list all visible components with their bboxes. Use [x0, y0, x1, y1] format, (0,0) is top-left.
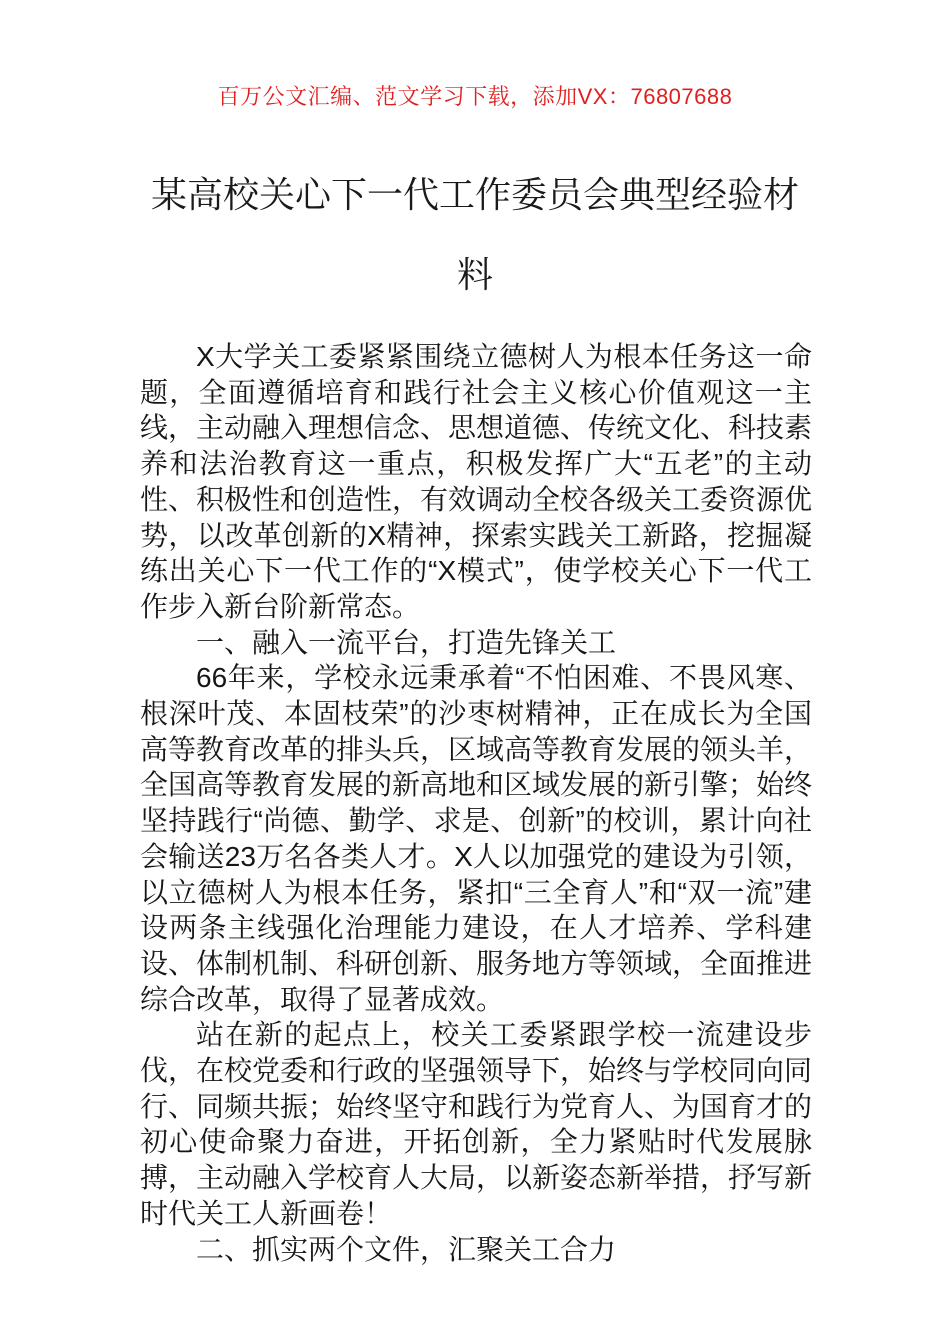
paragraph-new-starting-point: 站在新的起点上，校关工委紧跟学校一流建设步伐，在校党委和行政的坚强领导下，始终与学校同向同行、同频共振；始终坚守和践行为党育人、为国育才的初心使命聚力奋进，开拓创新，全力紧贴时代发展脉搏，主动融入学校育人大局，以新姿态新举措，抒写新时代关工人新画卷！ [140, 1019, 813, 1229]
paragraph-school-history: 66年来，学校永远秉承着“不怕困难、不畏风寒、根深叶茂、本固枝荣”的沙枣树精神，正在成长为全国高等教育改革的排头兵，区域高等教育发展的领头羊，全国高等教育发展的新高地和区域发展的新引擎；始终坚持践行“尚德、勤学、求是、创新”的校训，累计向社会输送23万名各类人才。X人以加强党的建设为引领，以立德树人为根本任务，紧扣“三全育人”和“双一流”建设两条主线强化治理能力建设，在人才培养、学科建设、体制机制、科研创新、服务地方等领域，全面推进综合改革，取得了显著成效。 [140, 662, 813, 1015]
paragraph-intro: X大学关工委紧紧围绕立德树人为根本任务这一命题，全面遵循培育和践行社会主义核心价值观这一主线，主动融入理想信念、思想道德、传统文化、科技素养和法治教育这一重点，积极发挥广大“五老”的主动性、积极性和创造性，有效调动全校各级关工委资源优势，以改革创新的X精神，探索实践关工新路，挖掘凝练出关心下一代工作的“X模式”，使学校关心下一代工作步入新台阶新常态。 [140, 341, 813, 622]
document-body [140, 339, 812, 1267]
document-title: 某高校关心下一代工作委员会典型经验材料 [150, 174, 799, 295]
section-heading-2: 二、抓实两个文件，汇聚关工合力 [196, 1233, 617, 1265]
section-heading-1: 一、融入一流平台，打造先锋关工 [196, 626, 617, 658]
promo-banner: 百万公文汇编、范文学习下载，添加VX：76807688 [217, 84, 733, 109]
